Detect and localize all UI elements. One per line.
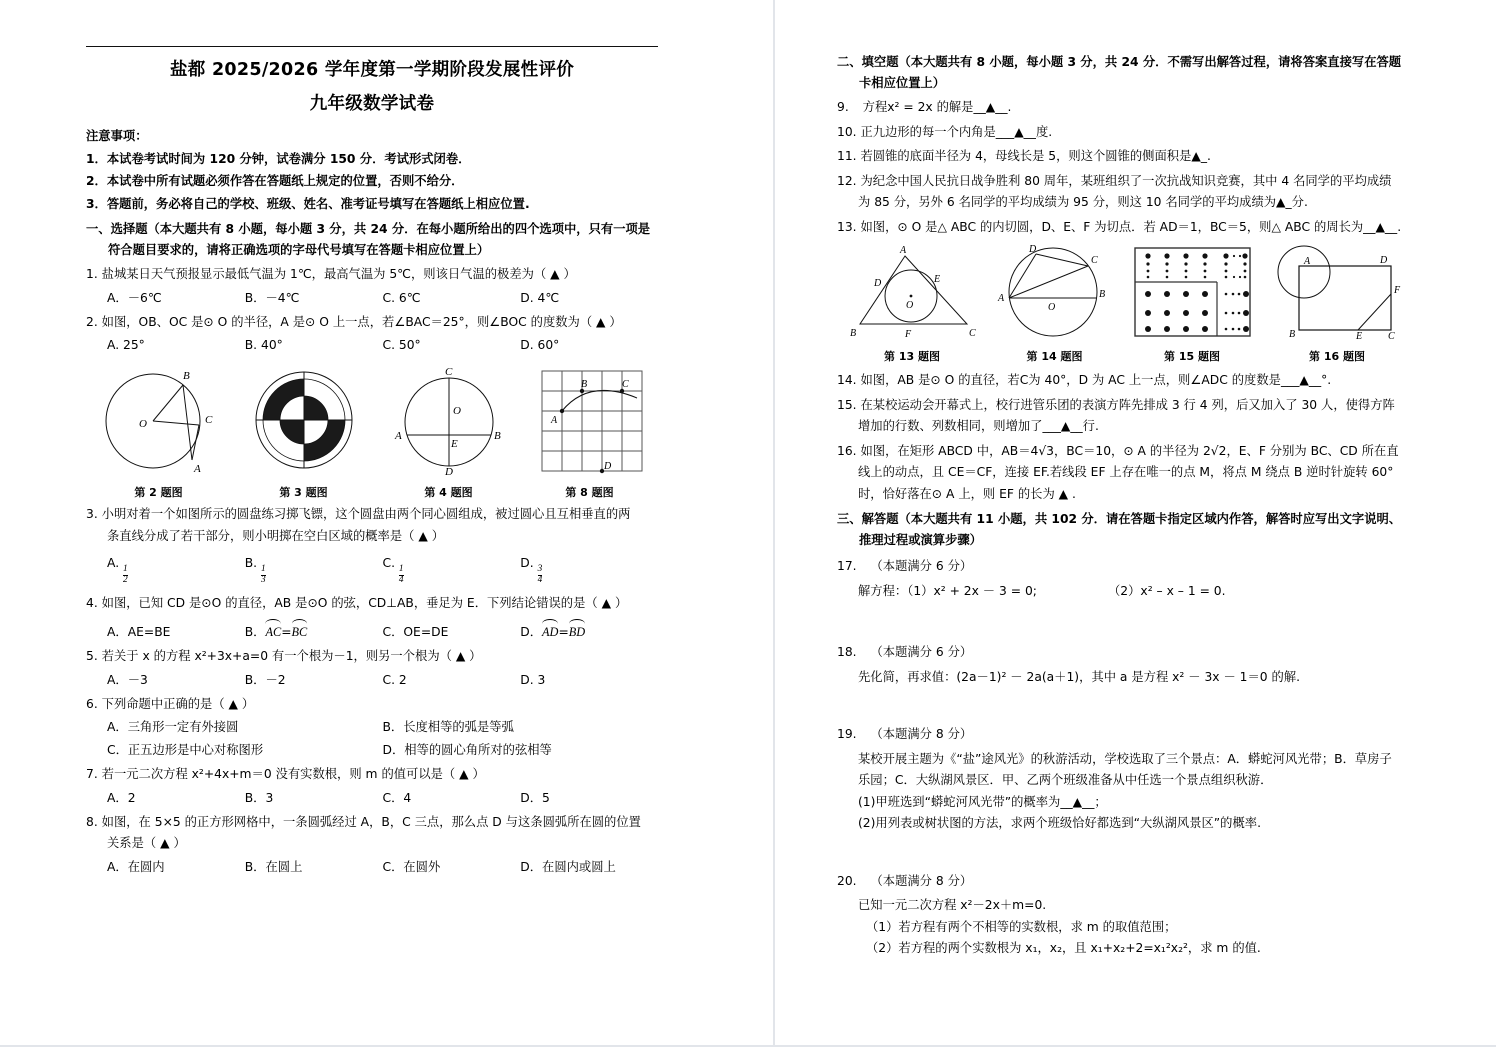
section-solve-heading-line2: 推理过程或演算步骤） <box>859 533 982 547</box>
question-7 <box>86 764 658 786</box>
question-7-options <box>86 788 658 809</box>
question-17-number: 17. <box>837 559 857 573</box>
question-8 <box>86 812 658 855</box>
section-solve-heading <box>837 509 1421 551</box>
figure-row-left <box>86 365 658 500</box>
question-19-part3: (1)甲班选到“蟒蛇河风光带”的概率为__▲__； <box>858 794 1107 809</box>
figure-q13 <box>837 244 987 364</box>
question-8-text: 如图，在 5×5 的正方形网格中，一条圆弧经过 A，B，C 三点，那么点 D 与这条圆弧所在圆的位置 <box>101 814 641 829</box>
question-8-option-d[interactable]: D．在圆内或圆上 <box>520 859 616 874</box>
figure-q3-drawing <box>249 365 359 475</box>
section-choice-heading-line1: 一、选择题（本大题共有 8 小题，每小题 3 分，共 24 分．在每小题所给出的四个选项中，只有一项是 <box>86 222 651 236</box>
figure-q4-label-D: D <box>444 466 453 475</box>
figure-q8-caption: 第 8 题图 <box>565 486 614 499</box>
figure-q16-label-F: F <box>1394 285 1401 296</box>
question-12-text-cont: 为 85 分，另外 6 名同学的平均成绩为 95 分，则这 10 名同学的平均成绩为▲_分. <box>858 195 1308 209</box>
question-5-option-d[interactable]: D. 3 <box>520 672 546 687</box>
question-8-option-a[interactable]: A．在圆内 <box>107 859 165 874</box>
question-18 <box>837 642 1421 664</box>
question-2-option-c[interactable]: C. 50° <box>382 338 421 352</box>
figure-q13-label-D: D <box>874 278 882 289</box>
question-6-number: 6. <box>86 696 98 711</box>
figure-q13-label-B: B <box>850 328 857 339</box>
question-2-text: 如图，OB、OC 是⊙ O 的半径，A 是⊙ O 上一点，若∠BAC＝25°，则∠BOC 的度数为（ ▲ ） <box>101 314 622 329</box>
figure-q16-label-B: B <box>1289 329 1296 339</box>
question-1-option-a[interactable]: A．－6℃ <box>107 290 162 305</box>
question-16 <box>837 441 1421 506</box>
figure-q2-drawing <box>95 365 223 475</box>
question-4-option-d[interactable]: D．AD=BD <box>520 622 658 643</box>
figure-q2-label-C: C <box>204 414 212 426</box>
question-10 <box>837 122 1421 144</box>
figure-q4-drawing <box>389 365 509 475</box>
question-5-number: 5. <box>86 649 98 664</box>
section-solve-heading-line1: 三、解答题（本大题共有 11 小题，共 102 分．请在答题卡指定区域内作答，解答时应写出文字说明、 <box>837 512 1402 526</box>
question-19-body <box>837 749 1421 835</box>
question-3-option-b[interactable]: B. $\frac{1}{3}$ <box>244 556 266 585</box>
figure-q16 <box>1262 244 1412 364</box>
question-8-number: 8. <box>86 814 98 829</box>
paper-title-line2: 九年级数学试卷 <box>309 94 435 114</box>
figure-q14-label-B: B <box>1098 289 1105 300</box>
figure-q13-label-F: F <box>905 329 912 339</box>
question-9-number: 9. <box>837 100 849 114</box>
question-16-text: 如图，在矩形 ABCD 中，AB＝4√3，BC＝10，⊙ A 的半径为 2√2，E、F 分别为 BC、CD 所在直 <box>860 443 1399 458</box>
question-20-head: （本题满分 8 分） <box>870 873 973 888</box>
question-18-part1: 先化简，再求值：(2a－1)² － 2a(a＋1)，其中 a 是方程 x² － 3x － 1＝0 的解. <box>858 669 1301 684</box>
question-13 <box>837 217 1421 239</box>
question-12-text: 为纪念中国人民抗日战争胜利 80 周年，某班组织了一次抗战知识竞赛，其中 4 名同学的平均成绩 <box>860 173 1392 188</box>
question-16-number: 16. <box>837 443 857 458</box>
question-9-text: 方程x² = 2x 的解是__▲__. <box>862 100 1012 114</box>
figure-q2-label-O: O <box>138 418 147 430</box>
question-16-text-cont2: 时，恰好落在⊙ A 上，则 EF 的长为 ▲ . <box>858 486 1076 501</box>
figure-row-right <box>837 244 1421 364</box>
question-19-number: 19. <box>837 727 857 741</box>
question-17-body <box>837 581 1421 603</box>
question-14-number: 14. <box>837 373 857 387</box>
question-6-text: 下列命题中正确的是（ ▲ ） <box>101 696 255 711</box>
figure-q8-label-C: C <box>621 379 629 390</box>
question-1-options <box>86 288 658 309</box>
figure-q14-label-A: A <box>997 293 1004 304</box>
question-6-options-row2 <box>86 740 658 761</box>
question-6-option-b[interactable]: B．长度相等的弧是等弧 <box>382 720 514 735</box>
paper-title-line1: 盐都 2025/2026 学年度第一学期阶段发展性评价 <box>169 60 575 80</box>
figure-q14-caption: 第 14 题图 <box>1026 350 1083 363</box>
figure-q14 <box>987 244 1122 364</box>
question-7-number: 7. <box>86 767 98 782</box>
question-20-part3: （2）若方程的两个实数根为 x₁，x₂，且 x₁+x₂+2=x₁²x₂²，求 m 的值. <box>866 941 1261 955</box>
question-20 <box>837 871 1421 893</box>
question-2 <box>86 312 658 334</box>
question-5-option-a[interactable]: A．－3 <box>107 672 148 687</box>
question-16-text-cont: 线上的动点，且 CE＝CF，连接 EF.若线段 EF 上存在唯一的点 M，将点 M 绕点 B 逆时针旋转 60° <box>858 465 1394 479</box>
question-20-body <box>837 895 1421 960</box>
figure-q3 <box>231 365 376 500</box>
figure-q4-label-B: B <box>493 430 501 442</box>
figure-q13-label-C: C <box>969 328 976 339</box>
figure-q13-label-O: O <box>906 300 914 311</box>
question-2-option-a[interactable]: A. 25° <box>107 338 145 352</box>
question-1-option-c[interactable]: C. 6℃ <box>382 290 421 305</box>
question-19-part2: 乐园；C．大纵湖风景区．甲、乙两个班级准备从中任选一个景点组织秋游． <box>858 773 1273 787</box>
question-8-text-cont: 关系是（ ▲ ） <box>107 836 186 851</box>
figure-q16-label-E: E <box>1356 331 1363 339</box>
question-3-option-a[interactable]: A. $\frac{1}{2}$ <box>107 556 128 585</box>
question-1-option-d[interactable]: D. 4℃ <box>520 290 560 305</box>
figure-q13-caption: 第 13 题图 <box>884 350 940 363</box>
notice-heading: 注意事项： <box>86 129 148 143</box>
question-7-text: 若一元二次方程 x²+4x+m＝0 没有实数根，则 m 的值可以是（ ▲ ） <box>101 767 485 782</box>
question-9 <box>837 97 1421 119</box>
figure-q3-caption: 第 3 题图 <box>279 486 328 499</box>
question-1-option-b[interactable]: B．－4℃ <box>244 290 300 305</box>
figure-q8-label-A: A <box>550 415 557 426</box>
question-10-text: 正九边形的每一个内角是___▲__度. <box>860 124 1053 139</box>
question-11 <box>837 146 1421 168</box>
figure-q4-label-O: O <box>452 405 461 417</box>
figure-q13-drawing <box>842 244 982 339</box>
question-3-text: 小明对着一个如图所示的圆盘练习掷飞镖，这个圆盘由两个同心圆组成，被过圆心且互相垂直的两 <box>101 507 631 521</box>
question-6-option-d[interactable]: D．相等的圆心角所对的弦相等 <box>382 743 552 758</box>
question-15-number: 15. <box>837 397 857 412</box>
question-8-option-b[interactable]: B．在圆上 <box>244 859 303 874</box>
question-2-number: 2. <box>86 314 98 329</box>
question-1 <box>86 264 658 286</box>
question-6-options-row1 <box>86 717 658 738</box>
figure-q14-label-O: O <box>1047 302 1055 313</box>
question-18-body <box>837 667 1421 689</box>
section-fill-heading <box>837 52 1421 94</box>
question-18-number: 18. <box>837 645 857 659</box>
figure-q2 <box>86 365 231 500</box>
question-2-option-d[interactable]: D. 60° <box>520 338 560 352</box>
section-fill-heading-line1: 二、填空题（本大题共有 8 小题，每小题 3 分，共 24 分．不需写出解答过程，请将答案直接写在答题 <box>837 55 1402 69</box>
question-12 <box>837 171 1421 214</box>
figure-q8 <box>521 365 658 500</box>
question-4 <box>86 593 658 615</box>
figure-q4-label-A: A <box>394 430 402 442</box>
question-3-text-cont: 条直线分成了若干部分，则小明掷在空白区域的概率是（ ▲ ） <box>107 528 444 543</box>
figure-q4-caption: 第 4 题图 <box>424 486 473 499</box>
figure-q13-label-E: E <box>934 274 941 285</box>
question-19-part4: (2)用列表或树状图的方法，求两个班级恰好都选到“大纵湖风景区”的概率. <box>858 816 1261 830</box>
question-5 <box>86 646 658 668</box>
question-3 <box>86 504 658 547</box>
question-4-text: 如图，已知 CD 是⊙O 的直径，AB 是⊙O 的弦，CD⊥AB，垂足为 E．下列结论错误的是（ ▲ ） <box>101 595 628 610</box>
question-4-option-c[interactable]: C．OE=DE <box>382 625 449 640</box>
question-7-option-b[interactable]: B．3 <box>244 790 274 805</box>
figure-q8-drawing <box>534 365 646 475</box>
question-5-text: 若关于 x 的方程 x²+3x+a=0 有一个根为－1，则另一个根为（ ▲ ） <box>101 649 482 664</box>
question-18-head: （本题满分 6 分） <box>870 645 973 659</box>
question-6-option-a[interactable]: A．三角形一定有外接圆 <box>107 720 239 735</box>
figure-q2-caption: 第 2 题图 <box>134 486 183 499</box>
figure-q16-label-D: D <box>1380 255 1388 266</box>
question-4-option-a[interactable]: A．AE=BE <box>107 625 171 640</box>
figure-q15-drawing <box>1130 244 1255 339</box>
figure-q16-label-A: A <box>1304 256 1311 267</box>
question-6 <box>86 694 658 716</box>
figure-q8-label-B: B <box>580 379 587 390</box>
figure-q2-label-B: B <box>182 370 190 382</box>
question-5-options <box>86 670 658 691</box>
figure-q4 <box>376 365 521 500</box>
question-3-option-c[interactable]: C. $\frac{1}{4}$ <box>382 556 404 585</box>
figure-q15 <box>1122 244 1262 364</box>
section-fill-heading-line2: 卡相应位置上） <box>859 76 946 90</box>
question-14 <box>837 370 1421 392</box>
question-1-number: 1. <box>86 267 98 281</box>
question-17 <box>837 556 1421 578</box>
question-17-part2: （2）x² – x – 1 = 0. <box>1108 583 1226 598</box>
notice-item-2: 2．本试卷中所有试题必须作答在答题纸上规定的位置，否则不给分． <box>86 174 464 188</box>
question-10-number: 10. <box>837 124 857 139</box>
question-7-option-d[interactable]: D．5 <box>520 790 550 805</box>
question-3-number: 3. <box>86 507 98 521</box>
figure-q4-label-C: C <box>444 366 452 378</box>
figure-q8-label-D: D <box>603 461 611 472</box>
section-choice-heading-line2: 符合题目要求的，请将正确选项的字母代号填写在答题卡相应位置上） <box>108 243 490 257</box>
question-2-options <box>86 335 658 356</box>
figure-q16-drawing <box>1266 244 1408 339</box>
question-3-option-d[interactable]: D. $\frac{3}{4}$ <box>520 556 543 585</box>
figure-q4-label-E: E <box>450 438 458 450</box>
question-15 <box>837 395 1421 438</box>
figure-q16-caption: 第 16 题图 <box>1309 350 1365 363</box>
question-4-option-b[interactable]: B．AC=BC <box>245 622 383 643</box>
question-20-part1: 已知一元二次方程 x²－2x＋m=0. <box>858 898 1047 912</box>
notice-item-1: 1．本试卷考试时间为 120 分钟，试卷满分 150 分．考试形式闭卷． <box>86 151 471 166</box>
question-2-option-b[interactable]: B. 40° <box>244 338 283 352</box>
page-right-content <box>837 0 1421 960</box>
figure-q15-caption: 第 15 题图 <box>1164 350 1220 363</box>
figure-q14-label-C: C <box>1090 255 1098 266</box>
question-20-number: 20. <box>837 873 857 888</box>
question-15-text-cont: 增加的行数、列数相同，则增加了___▲__行. <box>858 419 1099 433</box>
notice-item-3: 3．答题前，务必将自己的学校、班级、姓名、准考证号填写在答题纸上相应位置. <box>86 196 530 211</box>
figure-q13-label-A: A <box>900 245 907 256</box>
question-3-options <box>86 553 658 586</box>
question-19-part1: 某校开展主题为《“盐”途风光》的秋游活动，学校选取了三个景点：A．蟒蛇河风光带；B．草房子 <box>858 751 1392 766</box>
question-1-text: 盐城某日天气预报显示最低气温为 1℃，最高气温为 5℃，则该日气温的极差为（ ▲ ） <box>101 267 576 281</box>
page-right <box>775 0 1496 1047</box>
section-choice-heading <box>86 219 658 261</box>
question-5-option-c[interactable]: C. 2 <box>382 672 407 687</box>
question-19 <box>837 724 1421 746</box>
question-19-head: （本题满分 8 分） <box>870 727 973 741</box>
question-12-number: 12. <box>837 173 857 188</box>
question-11-text: 若圆锥的底面半径为 4，母线长是 5，则这个圆锥的侧面积是▲_. <box>860 149 1211 163</box>
figure-q14-drawing <box>996 244 1114 339</box>
page-left-content <box>86 0 658 878</box>
question-17-part1: 解方程：（1）x² + 2x － 3 = 0; <box>858 583 1037 598</box>
figure-q2-label-A: A <box>193 463 201 475</box>
question-13-number: 13. <box>837 219 857 234</box>
question-5-option-b[interactable]: B．－2 <box>244 672 286 687</box>
question-8-options <box>86 857 658 878</box>
question-7-option-a[interactable]: A．2 <box>107 790 136 805</box>
question-8-option-c[interactable]: C．在圆外 <box>382 859 441 874</box>
question-13-text: 如图，⊙ O 是△ ABC 的内切圆，D、E、F 为切点．若 AD＝1，BC＝5，则△ ABC 的周长为__▲__. <box>860 219 1402 234</box>
question-17-head: （本题满分 6 分） <box>870 559 973 573</box>
question-6-option-c[interactable]: C．正五边形是中心对称图形 <box>107 743 264 758</box>
question-7-option-c[interactable]: C．4 <box>382 790 412 805</box>
figure-q14-label-D: D <box>1028 244 1036 255</box>
header-rule <box>86 46 658 47</box>
question-15-text: 在某校运动会开幕式上，校行进管乐团的表演方阵先排成 3 行 4 列，后又加入了 30 人，使得方阵 <box>860 397 1395 412</box>
question-4-options <box>86 622 658 643</box>
question-11-number: 11. <box>837 149 857 163</box>
question-14-text: 如图，AB 是⊙ O 的直径，若C为 40°，D 为 AC 上一点，则∠ADC 的度数是___▲__°. <box>860 373 1332 387</box>
figure-q16-label-C: C <box>1388 331 1395 339</box>
question-20-part2: （1）若方程有两个不相等的实数根，求 m 的取值范围； <box>866 919 1177 934</box>
question-4-number: 4. <box>86 595 98 610</box>
